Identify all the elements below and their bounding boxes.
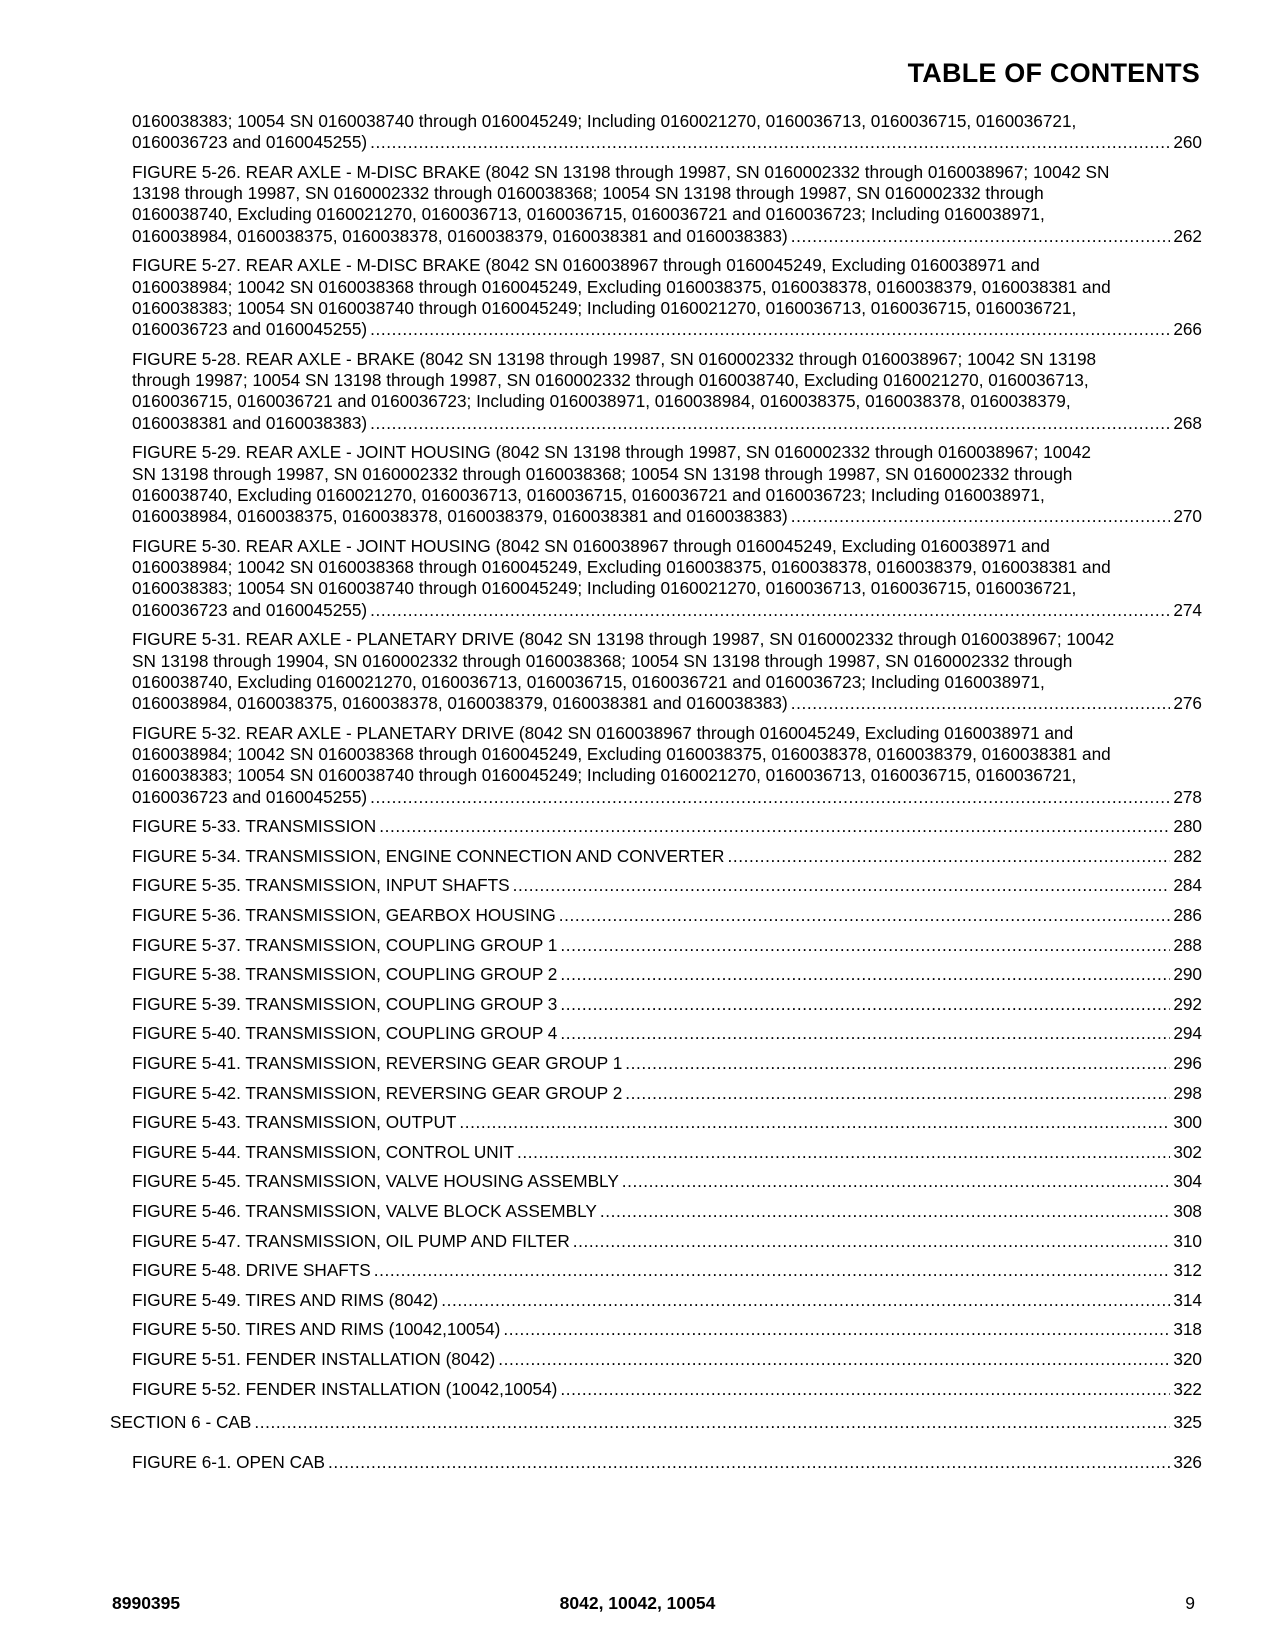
dot-leader bbox=[254, 1412, 1170, 1433]
toc-entry-last-line bbox=[110, 1412, 1202, 1433]
toc-page-number[interactable]: 296 bbox=[1173, 1053, 1202, 1074]
toc-entry-text: FIGURE 5-41. TRANSMISSION, REVERSING GEAR GROUP 1 bbox=[132, 1053, 623, 1074]
toc-figure-entry[interactable] bbox=[110, 1171, 1202, 1192]
dot-leader bbox=[791, 226, 1171, 247]
toc-figure-entry[interactable] bbox=[110, 1379, 1202, 1400]
toc-entry-last-line bbox=[132, 935, 1202, 956]
toc-entry-text-line: FIGURE 5-32. REAR AXLE - PLANETARY DRIVE (8042 SN 0160038967 through 0160045249, Excluding 0160038971 and bbox=[132, 722, 1074, 743]
toc-entry-text: FIGURE 5-46. TRANSMISSION, VALVE BLOCK ASSEMBLY bbox=[132, 1201, 597, 1221]
toc-figure-entry[interactable] bbox=[110, 723, 1202, 808]
toc-figure-entry[interactable] bbox=[110, 349, 1202, 434]
toc-entry-text: FIGURE 5-45. TRANSMISSION, VALVE HOUSING ASSEMBLY bbox=[132, 1171, 619, 1192]
toc-entry-text-line: 0160038383; 10054 SN 0160038740 through 0160045249; Including 0160021270, 0160036713, 0160036715, 0160036721, bbox=[132, 297, 1077, 318]
dot-leader bbox=[370, 319, 1170, 340]
toc-entry-text: 0160036723 and 0160045255) bbox=[132, 599, 368, 620]
toc-figure-entry[interactable] bbox=[110, 1290, 1202, 1311]
toc-entry-last-line bbox=[132, 816, 1202, 837]
toc-page-number[interactable]: 266 bbox=[1173, 319, 1202, 340]
dot-leader bbox=[370, 600, 1170, 621]
toc-entry-last-line bbox=[132, 1260, 1202, 1281]
toc-entry-text-line: 0160038383; 10054 SN 0160038740 through 0160045249; Including 0160021270, 0160036713, 0160036715, 0160036721, bbox=[132, 578, 1077, 599]
toc-entry-last-line bbox=[132, 1452, 1202, 1473]
dot-leader bbox=[573, 1231, 1171, 1252]
toc-page-number[interactable]: 292 bbox=[1173, 993, 1202, 1014]
footer-doc-number: 8990395 bbox=[112, 1593, 181, 1613]
toc-page-number[interactable]: 302 bbox=[1173, 1141, 1202, 1162]
toc-entry-last-line bbox=[132, 226, 1202, 247]
toc-entry-text-line: 0160038984; 10042 SN 0160038368 through 0160045249, Excluding 0160038375, 0160038378, 0160038379, 0160038381 and bbox=[132, 557, 1111, 578]
toc-entry-last-line bbox=[132, 1231, 1202, 1252]
dot-leader bbox=[498, 1349, 1170, 1370]
toc-entry-text-line: 0160038740, Excluding 0160021270, 0160036713, 0160036715, 0160036721 and 0160036723; Including 0160038971, bbox=[132, 484, 1045, 505]
footer-page-number: 9 bbox=[1185, 1593, 1195, 1613]
toc-page-number[interactable]: 326 bbox=[1173, 1452, 1202, 1473]
toc-entry-text-line: FIGURE 5-27. REAR AXLE - M-DISC BRAKE (8042 SN 0160038967 through 0160045249, Excluding 0160038971 and bbox=[132, 255, 1040, 276]
toc-entry-last-line bbox=[132, 1023, 1202, 1044]
toc-figure-entry[interactable] bbox=[110, 1201, 1202, 1222]
toc-page-number[interactable]: 304 bbox=[1173, 1171, 1202, 1192]
toc-figure-entry[interactable] bbox=[110, 162, 1202, 247]
toc-entry-text-line: FIGURE 5-28. REAR AXLE - BRAKE (8042 SN 13198 through 19987, SN 0160002332 through 0160038967; 10042 SN 13198 bbox=[132, 348, 1097, 369]
toc-entry-text: 0160038984, 0160038375, 0160038378, 0160038379, 0160038381 and 0160038383) bbox=[132, 693, 788, 714]
toc-entry-last-line bbox=[132, 1171, 1202, 1192]
toc-entry-last-line bbox=[132, 693, 1202, 714]
toc-page-number[interactable]: 278 bbox=[1173, 786, 1202, 807]
dot-leader bbox=[379, 816, 1170, 837]
toc-entry-last-line bbox=[132, 1319, 1202, 1340]
toc-entry-text-line: through 19987; 10054 SN 13198 through 19987, SN 0160002332 through 0160038740, Excluding 0160021270, 0160036713, bbox=[132, 370, 1089, 391]
toc-figure-entry[interactable] bbox=[110, 816, 1202, 837]
toc-entry-last-line bbox=[132, 1053, 1202, 1074]
toc-entry-text-line: FIGURE 5-31. REAR AXLE - PLANETARY DRIVE (8042 SN 13198 through 19987, SN 0160002332 through 0160038967; 10042 bbox=[132, 629, 1115, 650]
toc-entry-last-line bbox=[132, 1142, 1202, 1163]
toc-entry-text: FIGURE 5-42. TRANSMISSION, REVERSING GEAR GROUP 2 bbox=[132, 1082, 623, 1103]
toc-figure-entry[interactable] bbox=[110, 255, 1202, 340]
dot-leader bbox=[625, 1053, 1170, 1074]
toc-entry-text-line: SN 13198 through 19987, SN 0160002332 through 0160038368; 10054 SN 13198 through 19987, SN 0160002332 through bbox=[132, 463, 1073, 484]
toc-entry-text-line: FIGURE 5-30. REAR AXLE - JOINT HOUSING (8042 SN 0160038967 through 0160045249, Excluding 0160038971 and bbox=[132, 535, 1050, 556]
toc-entry-last-line bbox=[132, 787, 1202, 808]
toc-entry-last-line bbox=[132, 994, 1202, 1015]
toc-page-number[interactable]: 280 bbox=[1173, 816, 1202, 837]
toc-entry-text: FIGURE 5-47. TRANSMISSION, OIL PUMP AND FILTER bbox=[132, 1230, 570, 1251]
toc-figure-entry[interactable] bbox=[110, 1053, 1202, 1074]
toc-figure-entry[interactable] bbox=[110, 1260, 1202, 1281]
toc-page-number[interactable]: 320 bbox=[1173, 1348, 1202, 1369]
toc-page-number[interactable]: 310 bbox=[1173, 1230, 1202, 1251]
toc-page-number[interactable]: 290 bbox=[1173, 964, 1202, 985]
toc-figure-entry[interactable] bbox=[110, 1083, 1202, 1104]
toc-entry-text: 0160036723 and 0160045255) bbox=[132, 319, 368, 340]
toc-figure-entry[interactable] bbox=[110, 536, 1202, 621]
page-title: TABLE OF CONTENTS bbox=[907, 58, 1200, 88]
toc-entry-last-line bbox=[132, 1349, 1202, 1370]
toc-page-number[interactable]: 288 bbox=[1173, 934, 1202, 955]
toc-page-number[interactable]: 270 bbox=[1173, 506, 1202, 527]
toc-page-number[interactable]: 274 bbox=[1173, 599, 1202, 620]
toc-entry-text: 0160036723 and 0160045255) bbox=[132, 132, 368, 153]
toc-entry-text: 0160038984, 0160038375, 0160038378, 0160038379, 0160038381 and 0160038383) bbox=[132, 506, 788, 527]
toc-entry-last-line bbox=[132, 1379, 1202, 1400]
toc-entry-text: FIGURE 5-44. TRANSMISSION, CONTROL UNIT bbox=[132, 1141, 514, 1162]
dot-leader bbox=[370, 787, 1170, 808]
toc-page-number[interactable]: 282 bbox=[1173, 845, 1202, 866]
toc-entry-text: FIGURE 5-39. TRANSMISSION, COUPLING GROUP 3 bbox=[132, 993, 558, 1014]
dot-leader bbox=[560, 935, 1170, 956]
toc-entry-last-line bbox=[132, 1290, 1202, 1311]
toc-entry-text: FIGURE 5-48. DRIVE SHAFTS bbox=[132, 1260, 371, 1281]
toc-entry-text: 0160038381 and 0160038383) bbox=[132, 412, 368, 433]
toc-entry-text: SECTION 6 - CAB bbox=[110, 1411, 252, 1432]
toc-entry-text: FIGURE 5-33. TRANSMISSION bbox=[132, 816, 377, 837]
toc-entry-text-line: 0160038740, Excluding 0160021270, 0160036713, 0160036715, 0160036721 and 0160036723; Including 0160038971, bbox=[132, 204, 1045, 225]
toc-figure-entry[interactable] bbox=[110, 442, 1202, 527]
dot-leader bbox=[560, 1379, 1170, 1400]
toc-figure-entry[interactable] bbox=[110, 875, 1202, 896]
toc-entry-text-line: FIGURE 5-26. REAR AXLE - M-DISC BRAKE (8042 SN 13198 through 19987, SN 0160002332 through 0160038967; 10042 SN bbox=[132, 161, 1110, 182]
dot-leader bbox=[459, 1112, 1170, 1133]
toc-entry-text-line: 0160038984; 10042 SN 0160038368 through 0160045249, Excluding 0160038375, 0160038378, 0160038379, 0160038381 and bbox=[132, 744, 1111, 765]
toc-entry-last-line bbox=[132, 600, 1202, 621]
toc-entry-text: 0160038984, 0160038375, 0160038378, 0160038379, 0160038381 and 0160038383) bbox=[132, 225, 788, 246]
toc-entry-text-line: 13198 through 19987, SN 0160002332 through 0160038368; 10054 SN 13198 through 19987, SN 0160002332 through bbox=[132, 183, 1044, 204]
dot-leader bbox=[517, 1142, 1170, 1163]
toc-entry-last-line bbox=[132, 905, 1202, 926]
toc-list bbox=[110, 111, 1202, 1482]
toc-entry-last-line bbox=[132, 964, 1202, 985]
toc-entry-text: FIGURE 5-43. TRANSMISSION, OUTPUT bbox=[132, 1112, 457, 1133]
toc-entry-text: FIGURE 6-1. OPEN CAB bbox=[132, 1452, 325, 1473]
toc-figure-entry[interactable] bbox=[110, 1142, 1202, 1163]
toc-page-number[interactable]: 268 bbox=[1173, 412, 1202, 433]
toc-figure-entry[interactable] bbox=[110, 1112, 1202, 1133]
toc-entry-text-line: FIGURE 5-29. REAR AXLE - JOINT HOUSING (8042 SN 13198 through 19987, SN 0160002332 through 0160038967; 10042 bbox=[132, 442, 1091, 463]
dot-leader bbox=[328, 1452, 1170, 1473]
toc-page-number[interactable]: 298 bbox=[1173, 1082, 1202, 1103]
toc-figure-entry[interactable] bbox=[110, 1231, 1202, 1252]
toc-figure-entry[interactable] bbox=[110, 111, 1202, 154]
dot-leader bbox=[727, 846, 1170, 867]
toc-figure-entry[interactable] bbox=[110, 846, 1202, 867]
toc-page-number[interactable]: 294 bbox=[1173, 1023, 1202, 1044]
toc-figure-entry[interactable] bbox=[110, 935, 1202, 956]
toc-page-number[interactable]: 284 bbox=[1173, 875, 1202, 896]
toc-entry-text-line: 0160038984; 10042 SN 0160038368 through 0160045249, Excluding 0160038375, 0160038378, 0160038379, 0160038381 and bbox=[132, 276, 1111, 297]
dot-leader bbox=[560, 1023, 1170, 1044]
toc-figure-entry[interactable] bbox=[110, 629, 1202, 714]
toc-entry-text-line: 0160038383; 10054 SN 0160038740 through 0160045249; Including 0160021270, 0160036713, 0160036715, 0160036721, bbox=[132, 765, 1077, 786]
toc-page-number[interactable]: 314 bbox=[1173, 1289, 1202, 1310]
dot-leader bbox=[622, 1171, 1171, 1192]
toc-figure-entry[interactable] bbox=[110, 964, 1202, 985]
dot-leader bbox=[791, 693, 1171, 714]
toc-entry-last-line bbox=[132, 506, 1202, 527]
toc-entry-text-line: 0160038740, Excluding 0160021270, 0160036713, 0160036715, 0160036721 and 0160036723; Including 0160038971, bbox=[132, 671, 1045, 692]
toc-entry-text: FIGURE 5-35. TRANSMISSION, INPUT SHAFTS bbox=[132, 875, 510, 896]
dot-leader bbox=[600, 1201, 1170, 1222]
toc-entry-text: FIGURE 5-40. TRANSMISSION, COUPLING GROUP 4 bbox=[132, 1023, 558, 1044]
toc-entry-text: FIGURE 5-36. TRANSMISSION, GEARBOX HOUSING bbox=[132, 905, 556, 926]
toc-page-number[interactable]: 260 bbox=[1173, 132, 1202, 153]
dot-leader bbox=[441, 1290, 1170, 1311]
dot-leader bbox=[370, 132, 1170, 153]
toc-entry-text: 0160036723 and 0160045255) bbox=[132, 786, 368, 807]
toc-entry-last-line bbox=[132, 413, 1202, 434]
toc-figure-entry[interactable] bbox=[110, 1349, 1202, 1370]
dot-leader bbox=[791, 506, 1171, 527]
toc-entry-text: FIGURE 5-49. TIRES AND RIMS (8042) bbox=[132, 1289, 439, 1310]
toc-entry-last-line bbox=[132, 846, 1202, 867]
toc-entry-last-line bbox=[132, 132, 1202, 153]
dot-leader bbox=[560, 994, 1170, 1015]
dot-leader bbox=[370, 413, 1170, 434]
toc-page-number[interactable]: 308 bbox=[1173, 1201, 1202, 1221]
toc-page-number[interactable]: 286 bbox=[1173, 905, 1202, 926]
dot-leader bbox=[503, 1319, 1170, 1340]
toc-figure-entry[interactable] bbox=[110, 1452, 1202, 1473]
dot-leader bbox=[560, 964, 1170, 985]
toc-entry-text: FIGURE 5-38. TRANSMISSION, COUPLING GROUP 2 bbox=[132, 964, 558, 985]
footer-models: 8042, 10042, 10054 bbox=[559, 1593, 716, 1613]
toc-entry-text: FIGURE 5-52. FENDER INSTALLATION (10042,10054) bbox=[132, 1378, 558, 1399]
toc-entry-last-line bbox=[132, 1112, 1202, 1133]
toc-entry-last-line bbox=[132, 1083, 1202, 1104]
toc-section-entry[interactable] bbox=[110, 1412, 1202, 1433]
toc-figure-entry[interactable] bbox=[110, 1319, 1202, 1340]
toc-page-number[interactable]: 262 bbox=[1173, 225, 1202, 246]
toc-entry-text-line: 0160036715, 0160036721 and 0160036723; Including 0160038971, 0160038984, 0160038375, 0160038378, 0160038379, bbox=[132, 391, 1071, 412]
toc-page-number[interactable]: 322 bbox=[1173, 1378, 1202, 1399]
toc-entry-last-line bbox=[132, 875, 1202, 896]
dot-leader bbox=[374, 1260, 1171, 1281]
toc-entry-last-line bbox=[132, 1201, 1202, 1222]
toc-figure-entry[interactable] bbox=[110, 994, 1202, 1015]
toc-entry-text-line: SN 13198 through 19904, SN 0160002332 through 0160038368; 10054 SN 13198 through 19987, SN 0160002332 through bbox=[132, 650, 1073, 671]
toc-page-number[interactable]: 300 bbox=[1173, 1112, 1202, 1133]
toc-page-number[interactable]: 276 bbox=[1173, 693, 1202, 714]
toc-entry-last-line bbox=[132, 319, 1202, 340]
toc-page-number[interactable]: 312 bbox=[1173, 1260, 1202, 1281]
toc-entry-text: FIGURE 5-37. TRANSMISSION, COUPLING GROUP 1 bbox=[132, 934, 558, 955]
toc-entry-text: FIGURE 5-50. TIRES AND RIMS (10042,10054) bbox=[132, 1319, 501, 1340]
toc-page-number[interactable]: 325 bbox=[1173, 1411, 1202, 1432]
dot-leader bbox=[559, 905, 1171, 926]
toc-entry-text-line: 0160038383; 10054 SN 0160038740 through 0160045249; Including 0160021270, 0160036713, 0160036715, 0160036721, bbox=[132, 111, 1077, 131]
dot-leader bbox=[513, 875, 1171, 896]
toc-page-number[interactable]: 318 bbox=[1173, 1319, 1202, 1340]
toc-entry-text: FIGURE 5-34. TRANSMISSION, ENGINE CONNECTION AND CONVERTER bbox=[132, 845, 725, 866]
toc-figure-entry[interactable] bbox=[110, 1023, 1202, 1044]
toc-entry-text: FIGURE 5-51. FENDER INSTALLATION (8042) bbox=[132, 1348, 496, 1369]
dot-leader bbox=[625, 1083, 1170, 1104]
toc-figure-entry[interactable] bbox=[110, 905, 1202, 926]
